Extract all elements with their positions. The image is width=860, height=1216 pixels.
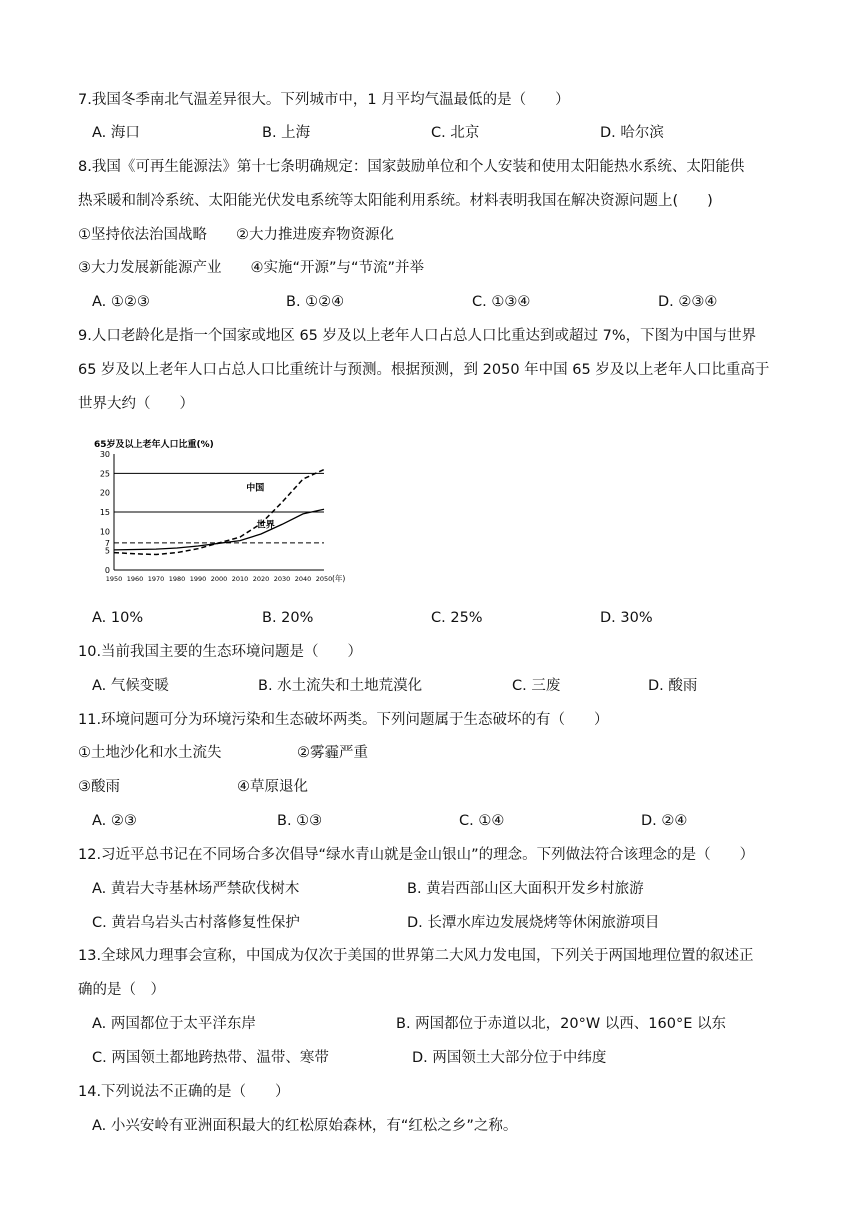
question-10-stem: 10.当前我国主要的生态环境问题是（ ）: [78, 644, 363, 660]
question-8-statements-2: ③大力发展新能源产业 ④实施“开源”与“节流”并举: [78, 260, 425, 276]
question-14-option-a[interactable]: A. 小兴安岭有亚洲面积最大的红松原始森林，有“红松之乡”之称。: [92, 1118, 518, 1134]
question-7-option-b[interactable]: B. 上海: [262, 125, 311, 141]
question-11-stem: 11.环境问题可分为环境污染和生态破坏两类。下列问题属于生态破坏的有（ ）: [78, 712, 609, 728]
question-9-option-a[interactable]: A. 10%: [92, 610, 144, 626]
question-8-stem-line-1: 8.我国《可再生能源法》第十七条明确规定：国家鼓励单位和个人安装和使用太阳能热水系统、太阳能供: [78, 159, 745, 175]
y-tick-label-5: 5: [104, 546, 110, 556]
question-13-stem-line-2: 确的是（ ）: [78, 982, 165, 998]
question-12-stem: 12.习近平总书记在不同场合多次倡导“绿水青山就是金山银山”的理念。下列做法符合该理念的是（ ）: [78, 847, 755, 863]
question-12-option-a[interactable]: A. 黄岩大寺基林场严禁砍伐树木: [92, 881, 300, 897]
question-7-option-a[interactable]: A. 海口: [92, 125, 140, 141]
question-8-stem-line-2: 热采暖和制冷系统、太阳能光伏发电系统等太阳能利用系统。材料表明我国在解决资源问题上( ): [78, 193, 713, 209]
x-tick-label-2040: 2040: [294, 575, 312, 583]
question-8-statements-1: ①坚持依法治国战略 ②大力推进废弃物资源化: [78, 227, 394, 243]
question-9-option-c[interactable]: C. 25%: [431, 610, 483, 626]
question-9-stem-line-2: 65 岁及以上老年人口占总人口比重统计与预测。根据预测，到 2050 年中国 65 岁及以上老年人口比重高于: [78, 362, 770, 378]
question-11-statement-3: ③酸雨: [78, 779, 120, 795]
question-12-option-c[interactable]: C. 黄岩乌岩头古村落修复性保护: [92, 915, 300, 931]
question-8-option-b[interactable]: B. ①②④: [286, 294, 345, 310]
question-12-option-d[interactable]: D. 长潭水库边发展烧烤等休闲旅游项目: [407, 915, 660, 931]
question-8-option-d[interactable]: D. ②③④: [658, 294, 718, 310]
question-7-option-d[interactable]: D. 哈尔滨: [600, 125, 664, 141]
y-tick-label-7: 7: [104, 538, 110, 548]
question-9-option-b[interactable]: B. 20%: [262, 610, 314, 626]
question-11-statement-4: ④草原退化: [237, 779, 308, 795]
aging-population-chart: [88, 432, 358, 592]
question-8-option-c[interactable]: C. ①③④: [472, 294, 531, 310]
series-label-world: 世界: [256, 520, 275, 531]
question-10-option-c[interactable]: C. 三废: [512, 678, 561, 694]
x-tick-label-1990: 1990: [189, 575, 207, 583]
x-tick-label-1950: 1950: [105, 575, 123, 583]
question-7-option-c[interactable]: C. 北京: [431, 125, 480, 141]
question-13-option-d[interactable]: D. 两国领土大部分位于中纬度: [412, 1050, 607, 1066]
question-9-option-d[interactable]: D. 30%: [600, 610, 653, 626]
question-14-stem: 14.下列说法不正确的是（ ）: [78, 1084, 290, 1100]
x-tick-label-1980: 1980: [168, 575, 186, 583]
chart-title: 65岁及以上老年人口比重(%): [94, 440, 214, 450]
question-11-statement-1: ①土地沙化和水土流失: [78, 745, 222, 761]
x-tick-label-1960: 1960: [126, 575, 144, 583]
question-11-statement-2: ②雾霾严重: [297, 745, 368, 761]
question-10-option-a[interactable]: A. 气候变暖: [92, 678, 169, 694]
x-axis-label: (年): [332, 574, 346, 583]
y-tick-label-25: 25: [99, 469, 110, 479]
x-tick-label-1970: 1970: [147, 575, 165, 583]
question-8-option-a[interactable]: A. ①②③: [92, 294, 150, 310]
y-tick-label-30: 30: [99, 450, 110, 459]
x-tick-label-2000: 2000: [210, 575, 228, 583]
y-tick-label-15: 15: [99, 508, 110, 517]
question-13-option-a[interactable]: A. 两国都位于太平洋东岸: [92, 1016, 256, 1032]
x-tick-label-2020: 2020: [252, 575, 270, 583]
question-12-option-b[interactable]: B. 黄岩西部山区大面积开发乡村旅游: [407, 881, 644, 897]
question-10-option-b[interactable]: B. 水土流失和土地荒漠化: [258, 678, 423, 694]
question-11-option-a[interactable]: A. ②③: [92, 813, 137, 829]
question-11-option-b[interactable]: B. ①③: [277, 813, 323, 829]
question-10-option-d[interactable]: D. 酸雨: [648, 678, 698, 694]
question-13-option-c[interactable]: C. 两国领土都地跨热带、温带、寒带: [92, 1050, 329, 1066]
x-tick-label-2050: 2050: [315, 575, 333, 583]
series-line-world: [114, 509, 324, 550]
question-13-option-b[interactable]: B. 两国都位于赤道以北，20°W 以西、160°E 以东: [396, 1016, 727, 1032]
question-11-option-c[interactable]: C. ①④: [459, 813, 505, 829]
x-tick-label-2010: 2010: [231, 575, 249, 583]
question-7-stem: 7.我国冬季南北气温差异很大。下列城市中，1 月平均气温最低的是（ ）: [78, 92, 570, 108]
y-tick-label-0: 0: [104, 566, 110, 575]
x-tick-label-2030: 2030: [273, 575, 291, 583]
question-9-stem-line-1: 9.人口老龄化是指一个国家或地区 65 岁及以上老年人口占总人口比重达到或超过 7%，下图为中国与世界: [78, 328, 757, 344]
y-tick-label-20: 20: [99, 488, 110, 498]
series-label-china: 中国: [246, 483, 265, 494]
question-13-stem-line-1: 13.全球风力理事会宣称，中国成为仅次于美国的世界第二大风力发电国，下列关于两国地理位置的叙述正: [78, 948, 754, 964]
y-tick-label-10: 10: [99, 527, 110, 537]
question-11-option-d[interactable]: D. ②④: [641, 813, 688, 829]
question-9-stem-line-3: 世界大约（ ）: [78, 396, 194, 412]
